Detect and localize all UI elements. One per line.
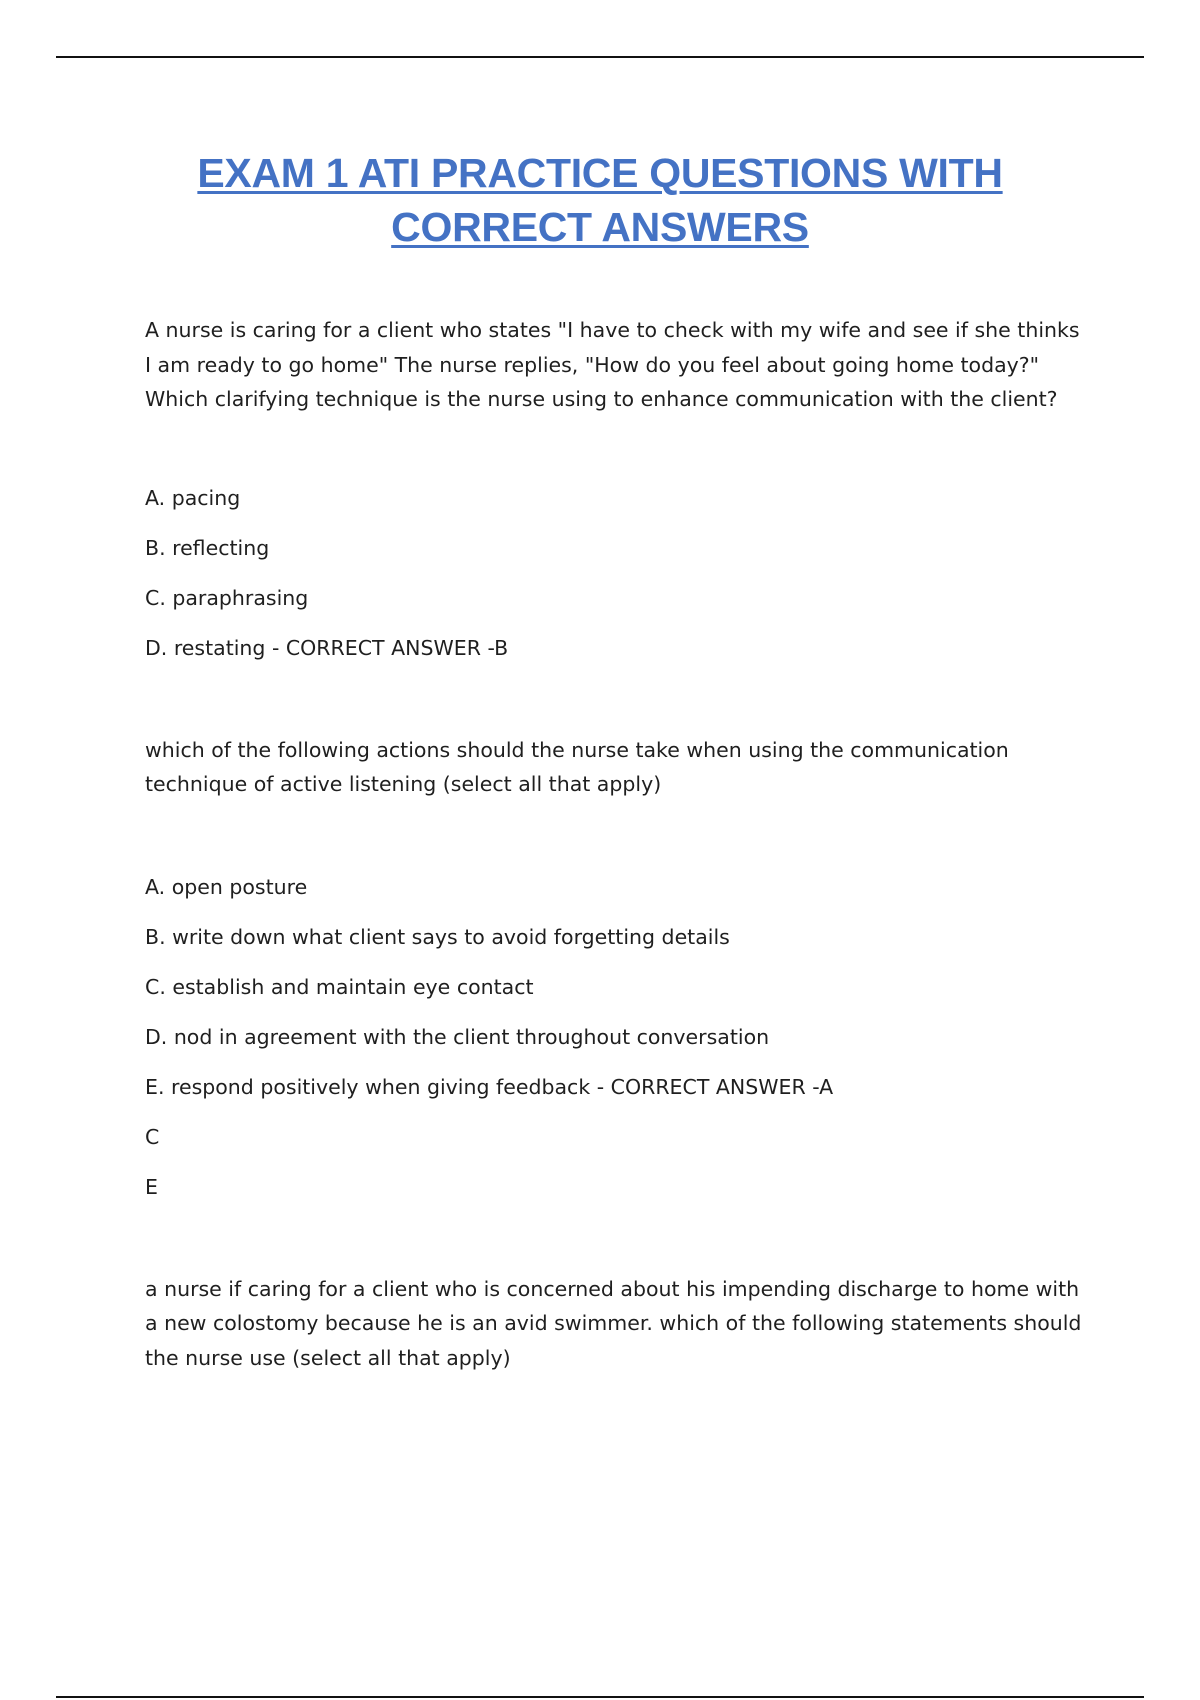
question-2-option-a: A. open posture xyxy=(145,874,308,899)
document-body xyxy=(145,313,1085,1375)
question-2-answer-c: C xyxy=(145,1124,160,1149)
title-line-1: EXAM 1 ATI PRACTICE QUESTIONS WITH xyxy=(197,150,1003,196)
bottom-divider xyxy=(56,1696,1144,1698)
question-2-option-d: D. nod in agreement with the client throughout conversation xyxy=(145,1024,770,1049)
question-3-text: a nurse if caring for a client who is concerned about his impending discharge to home with a new colostomy because he is an avid swimmer. which of the following statements should the nurse use (select all that apply) xyxy=(145,1276,1082,1370)
title-line-2: CORRECT ANSWERS xyxy=(391,204,809,250)
question-1-option-d-answer: D. restating - CORRECT ANSWER -B xyxy=(145,635,509,660)
question-2-text: which of the following actions should the nurse take when using the communication technique of active listening (select all that apply) xyxy=(145,737,1009,796)
document-title xyxy=(0,146,1200,254)
question-2-options xyxy=(145,872,1085,1202)
question-2-option-c: C. establish and maintain eye contact xyxy=(145,974,534,999)
question-2-option-b: B. write down what client says to avoid forgetting details xyxy=(145,924,730,949)
question-1-option-c: C. paraphrasing xyxy=(145,585,309,610)
top-divider xyxy=(56,56,1144,58)
question-1-option-b: B. reflecting xyxy=(145,535,270,560)
question-1-text: A nurse is caring for a client who states "I have to check with my wife and see if she thinks I am ready to go home" The nurse replies, "How do you feel about going home today?" Which clarifying technique is the nurse using to enhance communication with the client? xyxy=(145,318,1080,411)
question-1-option-a: A. pacing xyxy=(145,485,241,510)
question-2-option-e-answer: E. respond positively when giving feedback - CORRECT ANSWER -A xyxy=(145,1074,834,1099)
question-1-options xyxy=(145,483,1085,663)
question-2-answer-e: E xyxy=(145,1174,158,1199)
